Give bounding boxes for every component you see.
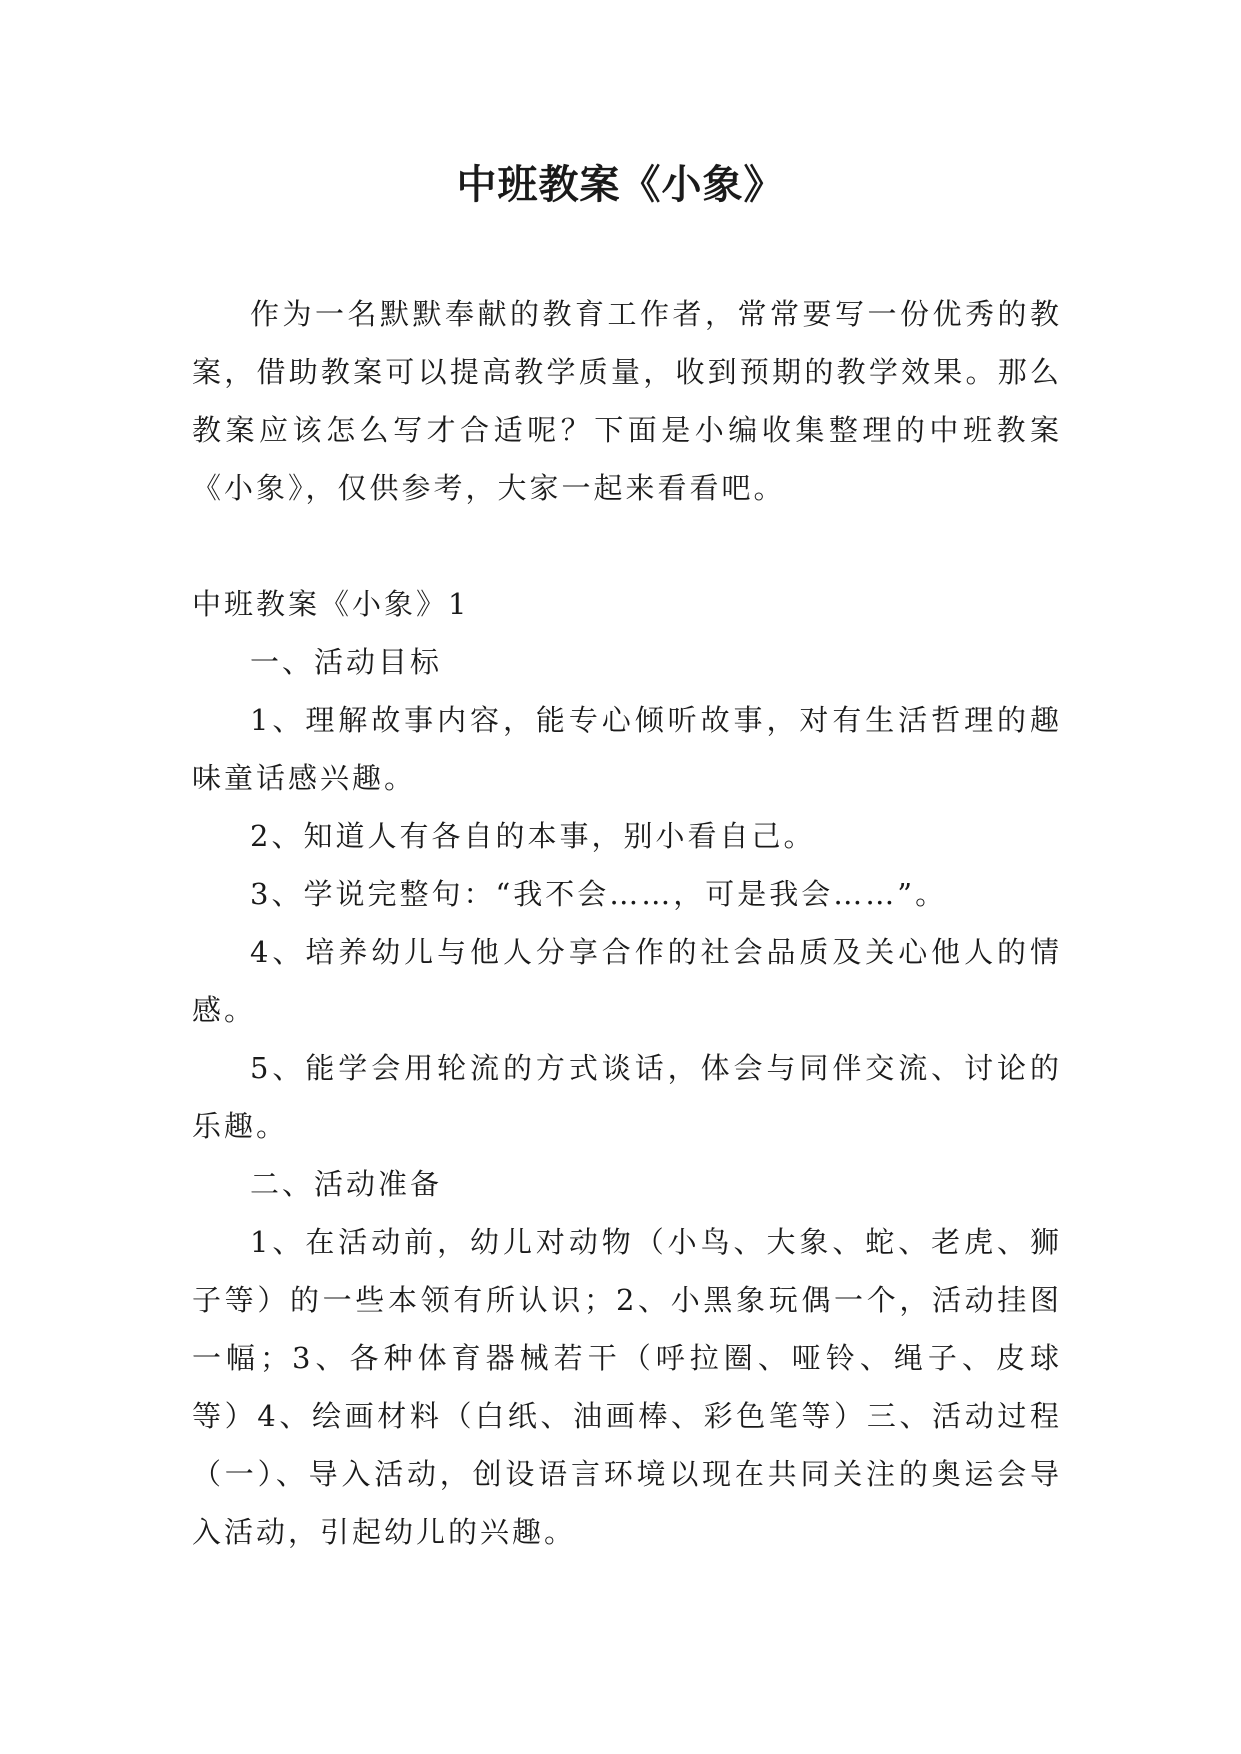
goal-item-2: 2、知道人有各自的本事，别小看自己。 <box>250 819 816 853</box>
document-title: 中班教案《小象》 <box>456 161 785 208</box>
goal-item-3: 3、学说完整句：“我不会……，可是我会……”。 <box>250 877 948 911</box>
document-body <box>192 285 1062 1561</box>
subheading-activity-preparation: 二、活动准备 <box>250 1167 443 1201</box>
preparation-paragraph: 1、在活动前，幼儿对动物（小鸟、大象、蛇、老虎、狮子等）的一些本领有所认识；2、小黑象玩偶一个，活动挂图一幅；3、各种体育器械若干（呼拉圈、哑铃、绳子、皮球等）4、绘画材料（白纸、油画棒、彩色笔等）三、活动过程（一）、导入活动，创设语言环境以现在共同关注的奥运会导入活动，引起幼儿的兴趣。 <box>192 1225 1062 1549</box>
goal-item-1: 1、理解故事内容，能专心倾听故事，对有生活哲理的趣味童话感兴趣。 <box>192 703 1062 795</box>
goal-item-5: 5、能学会用轮流的方式谈话，体会与同伴交流、讨论的乐趣。 <box>192 1051 1062 1143</box>
section-heading: 中班教案《小象》1 <box>192 587 470 621</box>
intro-paragraph: 作为一名默默奉献的教育工作者，常常要写一份优秀的教案，借助教案可以提高教学质量，收到预期的教学效果。那么教案应该怎么写才合适呢？下面是小编收集整理的中班教案《小象》，仅供参考，大家一起来看看吧。 <box>192 297 1062 505</box>
goal-item-4: 4、培养幼儿与他人分享合作的社会品质及关心他人的情感。 <box>192 935 1062 1027</box>
subheading-activity-goals: 一、活动目标 <box>250 645 443 679</box>
